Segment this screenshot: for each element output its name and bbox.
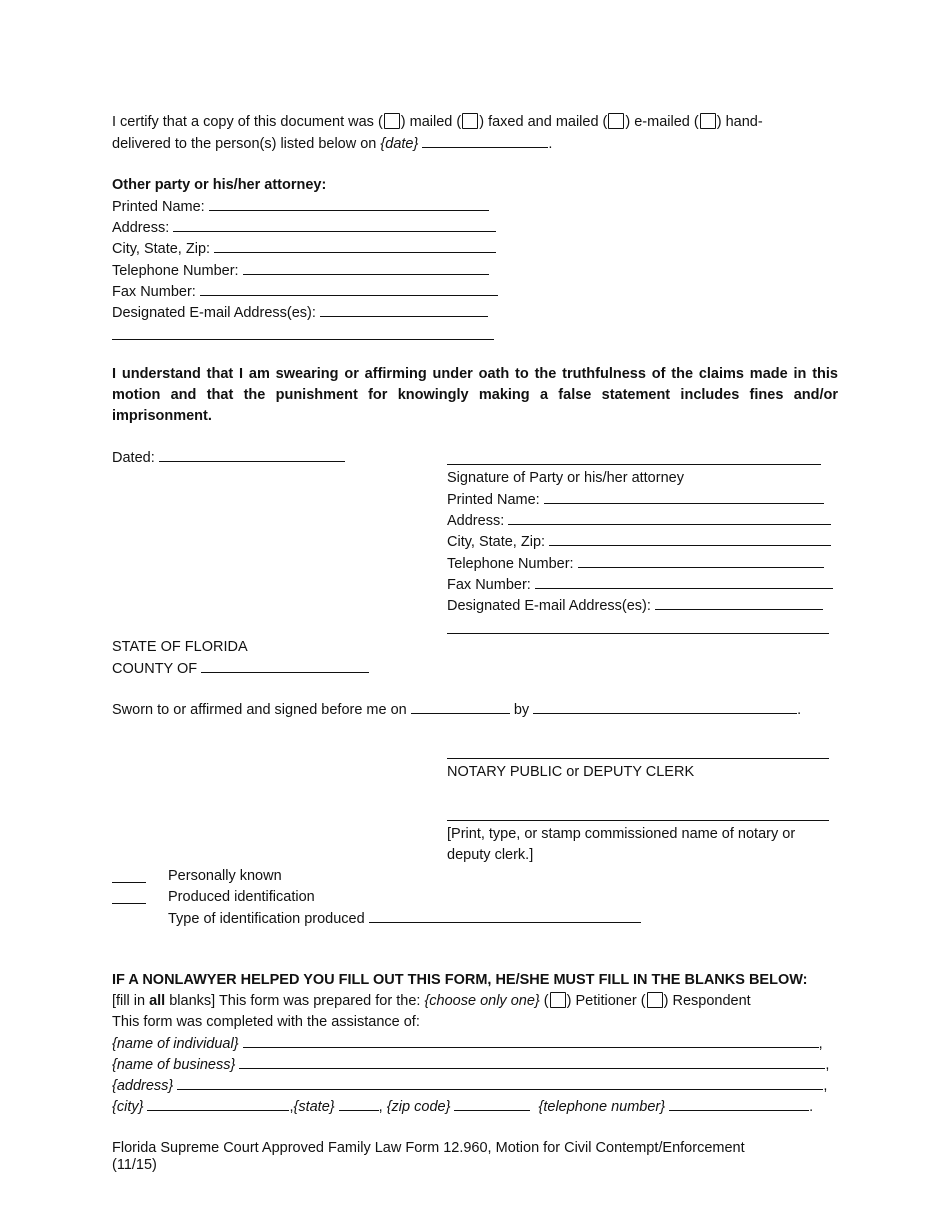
nl-state-field[interactable] bbox=[339, 1097, 379, 1111]
phone-dot: . bbox=[809, 1099, 814, 1115]
other-telephone-row bbox=[112, 261, 489, 280]
certify-line-1 bbox=[112, 113, 763, 131]
certify-line-2 bbox=[112, 134, 552, 153]
nonlawyer-heading: IF A NONLAWYER HELPED YOU FILL OUT THIS FORM, HE/SHE MUST FILL IN THE BLANKS BELOW: bbox=[112, 972, 808, 988]
sworn-label: Sworn to or affirmed and signed before me on bbox=[112, 702, 407, 718]
certify-text: I certify that a copy of this document was ( bbox=[112, 114, 383, 130]
nl-phone-field[interactable] bbox=[669, 1097, 809, 1111]
notary-signature-line[interactable] bbox=[447, 758, 829, 759]
individual-comma: , bbox=[818, 1036, 823, 1052]
sig-email-field-2[interactable] bbox=[447, 633, 829, 634]
other-telephone-label: Telephone Number: bbox=[112, 263, 239, 279]
footer-line-2: (11/15) bbox=[112, 1157, 157, 1173]
sig-city-row bbox=[447, 532, 831, 551]
other-address-row bbox=[112, 218, 496, 237]
sig-telephone-field[interactable] bbox=[578, 554, 824, 568]
personally-known-blank[interactable] bbox=[112, 882, 146, 883]
produced-id-blank[interactable] bbox=[112, 903, 146, 904]
sig-telephone-row bbox=[447, 554, 824, 573]
faxed-checkbox[interactable] bbox=[462, 113, 478, 129]
sig-email-label: Designated E-mail Address(es): bbox=[447, 598, 651, 614]
other-printed-name-field[interactable] bbox=[209, 197, 489, 211]
nl-address-field[interactable] bbox=[177, 1076, 823, 1090]
sig-city-field[interactable] bbox=[549, 532, 831, 546]
fill-open: [fill in bbox=[112, 993, 150, 1009]
sig-printed-name-label: Printed Name: bbox=[447, 492, 540, 508]
business-field[interactable] bbox=[239, 1055, 825, 1069]
state-label: STATE OF FLORIDA bbox=[112, 639, 248, 655]
other-email-field[interactable] bbox=[320, 303, 488, 317]
other-printed-name-row bbox=[112, 197, 489, 216]
address-comma: , bbox=[823, 1078, 828, 1094]
other-address-field[interactable] bbox=[173, 218, 496, 232]
assistance-label: This form was completed with the assistance of: bbox=[112, 1014, 420, 1030]
produced-id-label: Produced identification bbox=[168, 889, 315, 905]
city-state-row bbox=[112, 1097, 813, 1116]
notary-name-line[interactable] bbox=[447, 820, 829, 821]
sig-fax-field[interactable] bbox=[535, 575, 833, 589]
sworn-date-field[interactable] bbox=[411, 700, 510, 714]
hand-delivered-checkbox[interactable] bbox=[700, 113, 716, 129]
respondent-label: ) Respondent bbox=[663, 993, 751, 1009]
choose-only-one: {choose only one} bbox=[424, 993, 540, 1009]
sworn-period: . bbox=[797, 702, 802, 718]
individual-label: {name of individual} bbox=[112, 1036, 239, 1052]
fill-all: all bbox=[149, 993, 166, 1009]
other-city-field[interactable] bbox=[214, 239, 496, 253]
certify-date-field[interactable] bbox=[422, 134, 548, 148]
faxed-label: ) faxed and mailed ( bbox=[479, 114, 608, 130]
nl-phone-label: {telephone number} bbox=[538, 1099, 666, 1115]
sig-city-label: City, State, Zip: bbox=[447, 534, 546, 550]
by-label: by bbox=[513, 702, 530, 718]
emailed-checkbox[interactable] bbox=[608, 113, 624, 129]
county-label: COUNTY OF bbox=[112, 661, 198, 677]
individual-field[interactable] bbox=[243, 1034, 819, 1048]
other-email-field-2[interactable] bbox=[112, 339, 494, 340]
nl-state-label: {state} bbox=[293, 1099, 335, 1115]
sig-printed-name-field[interactable] bbox=[544, 490, 824, 504]
sig-email-row bbox=[447, 596, 823, 615]
business-comma: , bbox=[825, 1057, 830, 1073]
date-label: {date} bbox=[380, 136, 419, 152]
sig-address-label: Address: bbox=[447, 513, 505, 529]
address-row bbox=[112, 1076, 827, 1095]
footer-line-1: Florida Supreme Court Approved Family Law Form 12.960, Motion for Civil Contempt/Enforcement bbox=[112, 1140, 745, 1156]
business-row bbox=[112, 1055, 829, 1074]
id-type-row bbox=[168, 909, 641, 928]
other-party-heading: Other party or his/her attorney: bbox=[112, 177, 327, 193]
sworn-row bbox=[112, 700, 801, 719]
sig-address-row bbox=[447, 511, 831, 530]
emailed-label: ) e-mailed ( bbox=[625, 114, 699, 130]
sig-fax-row bbox=[447, 575, 833, 594]
other-email-row bbox=[112, 303, 488, 322]
nl-zip-label: {zip code} bbox=[386, 1099, 451, 1115]
other-fax-label: Fax Number: bbox=[112, 284, 196, 300]
nl-address-label: {address} bbox=[112, 1078, 174, 1094]
dated-field[interactable] bbox=[159, 448, 345, 462]
other-city-row bbox=[112, 239, 496, 258]
city-comma: , bbox=[289, 1099, 294, 1115]
delivered-text: delivered to the person(s) listed below on bbox=[112, 136, 377, 152]
other-email-label: Designated E-mail Address(es): bbox=[112, 305, 316, 321]
certify-end: . bbox=[548, 136, 553, 152]
state-comma: , bbox=[378, 1099, 383, 1115]
sig-telephone-label: Telephone Number: bbox=[447, 556, 574, 572]
nl-city-field[interactable] bbox=[147, 1097, 289, 1111]
prepared-for-row bbox=[112, 992, 751, 1010]
signature-caption: Signature of Party or his/her attorney bbox=[447, 470, 684, 486]
other-address-label: Address: bbox=[112, 220, 170, 236]
id-type-field[interactable] bbox=[369, 909, 641, 923]
dated-label: Dated: bbox=[112, 450, 155, 466]
sig-email-field[interactable] bbox=[655, 596, 823, 610]
id-type-label: Type of identification produced bbox=[168, 911, 365, 927]
oath-paragraph: I understand that I am swearing or affirming under oath to the truthfulness of the claims made in this motion and that the punishment for knowingly making a false statement includes fines and/or imprisonment. bbox=[112, 366, 838, 424]
sworn-by-field[interactable] bbox=[533, 700, 797, 714]
other-printed-name-label: Printed Name: bbox=[112, 199, 205, 215]
paren-open: ( bbox=[543, 993, 549, 1009]
nl-zip-field[interactable] bbox=[454, 1097, 530, 1111]
dated-row bbox=[112, 448, 345, 467]
sig-address-field[interactable] bbox=[508, 511, 831, 525]
business-label: {name of business} bbox=[112, 1057, 236, 1073]
respondent-checkbox[interactable] bbox=[647, 992, 663, 1008]
fill-rest: blanks] This form was prepared for the: bbox=[165, 993, 425, 1009]
print-stamp-line-2: deputy clerk.] bbox=[447, 847, 534, 863]
notary-label: NOTARY PUBLIC or DEPUTY CLERK bbox=[447, 764, 695, 780]
county-field[interactable] bbox=[201, 659, 369, 673]
petitioner-label: ) Petitioner ( bbox=[566, 993, 646, 1009]
county-row bbox=[112, 659, 369, 678]
hand-label: ) hand- bbox=[716, 114, 763, 130]
other-telephone-field[interactable] bbox=[243, 261, 489, 275]
individual-row bbox=[112, 1034, 823, 1053]
nl-city-label: {city} bbox=[112, 1099, 144, 1115]
signature-line[interactable] bbox=[447, 464, 821, 465]
other-fax-row bbox=[112, 282, 498, 301]
sig-fax-label: Fax Number: bbox=[447, 577, 531, 593]
print-stamp-line-1: [Print, type, or stamp commissioned name of notary or bbox=[447, 826, 796, 842]
petitioner-checkbox[interactable] bbox=[550, 992, 566, 1008]
personally-known-label: Personally known bbox=[168, 868, 282, 884]
sig-printed-name-row bbox=[447, 490, 824, 509]
other-fax-field[interactable] bbox=[200, 282, 498, 296]
mailed-checkbox[interactable] bbox=[384, 113, 400, 129]
other-city-label: City, State, Zip: bbox=[112, 241, 211, 257]
mailed-label: ) mailed ( bbox=[400, 114, 462, 130]
